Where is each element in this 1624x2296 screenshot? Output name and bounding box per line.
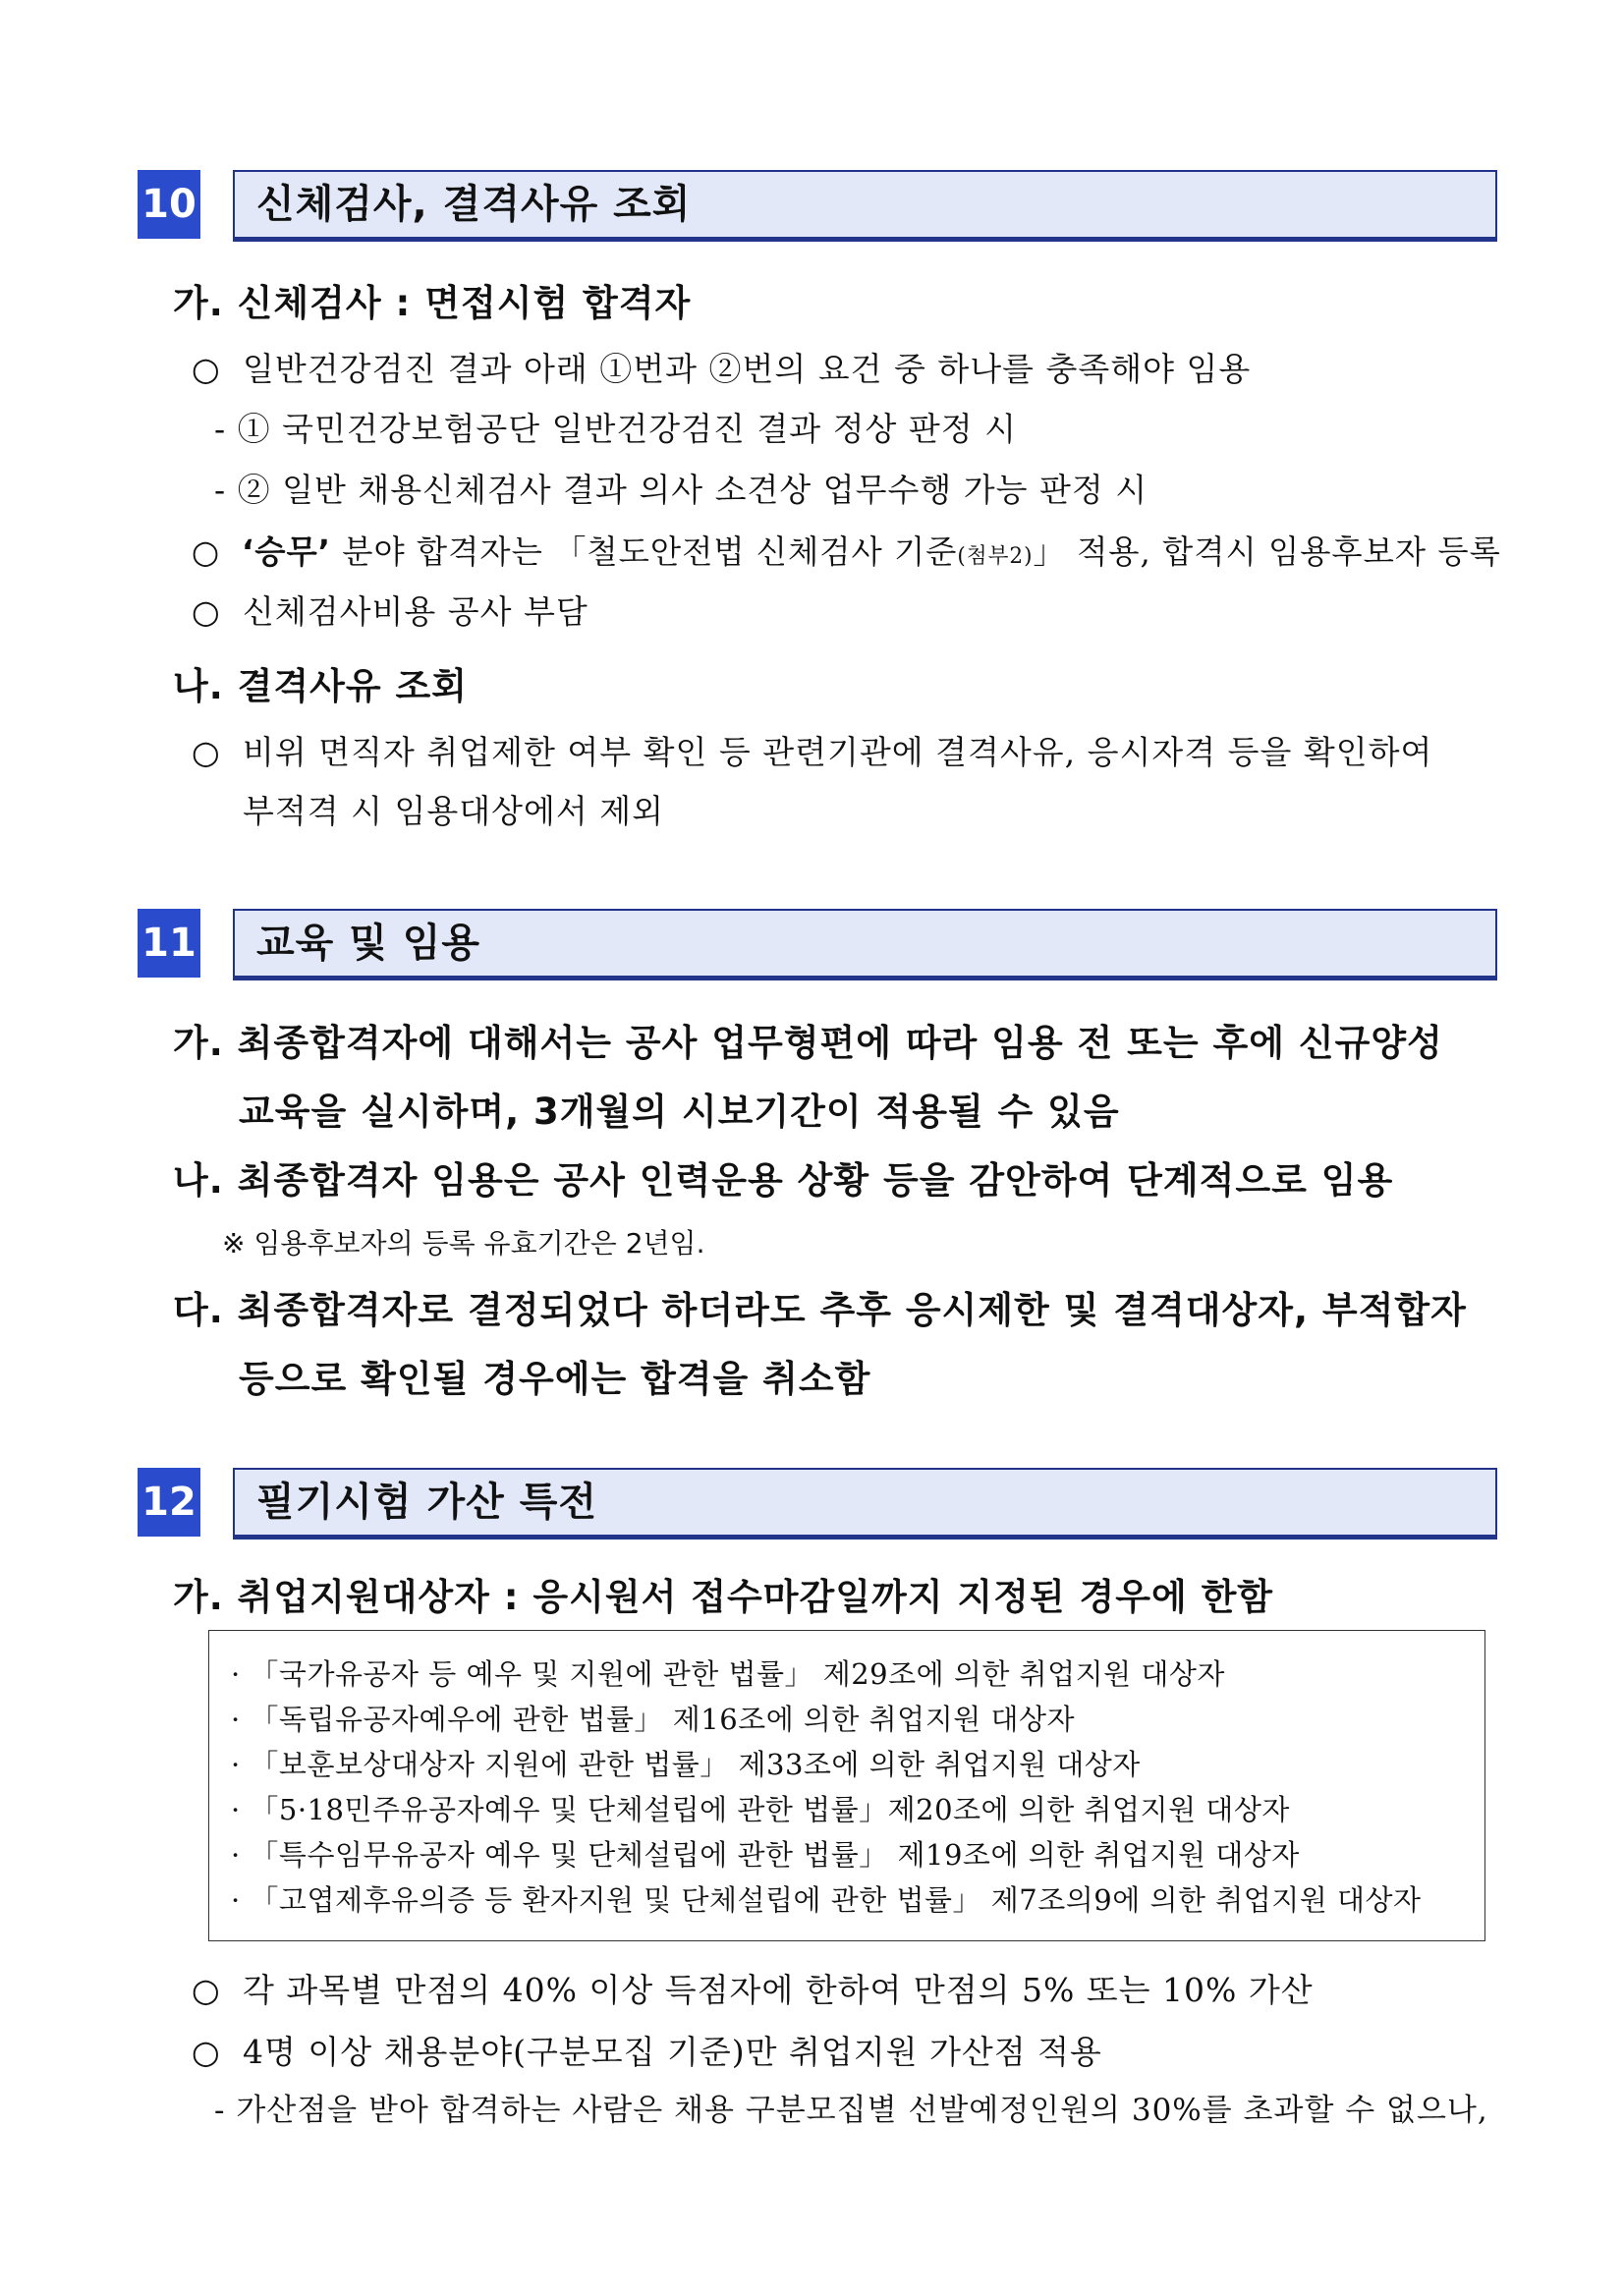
- note: ※ 임용후보자의 등록 유효기간은 2년임.: [222, 1227, 705, 1260]
- paragraph-line: 교육을 실시하며, 3개월의 시보기간이 적용될 수 있음: [239, 1091, 1120, 1133]
- section-title-box: [233, 1468, 1497, 1540]
- list-item: [192, 344, 1251, 390]
- paragraph-line: 등으로 확인될 경우에는 합격을 취소함: [239, 1358, 871, 1400]
- section-title-box: [233, 170, 1497, 242]
- list-item-text: 」 적용, 합격시 임용후보자 등록: [1033, 532, 1501, 571]
- list-item-text: 각 과목별 만점의 40% 이상 득점자에 한하여 만점의 5% 또는 10% 가산: [243, 1971, 1314, 2009]
- eligible-target-box: [208, 1630, 1485, 1941]
- circle-bullet-icon: ○: [192, 2033, 221, 2071]
- section-header-11: [138, 909, 1497, 978]
- box-list-item: · 「특수임무유공자 예우 및 단체설립에 관한 법률」 제19조에 의한 취업지원 대상자: [231, 1838, 1300, 1872]
- list-item: [192, 2027, 1102, 2073]
- sub-item: - ① 국민건강보험공단 일반건강검진 결과 정상 판정 시: [214, 410, 1018, 448]
- section-header-10: [138, 170, 1497, 239]
- list-item: [192, 1965, 1314, 2011]
- sub-item: - 가산점을 받아 합격하는 사람은 채용 구분모집별 선발예정인원의 30%를 초과할 수 없으나,: [214, 2093, 1488, 2128]
- circle-bullet-icon: ○: [192, 1971, 221, 2009]
- list-item-text: 일반건강검진 결과 아래 ①번과 ②번의 요건 중 하나를 충족해야 임용: [243, 350, 1252, 388]
- heading-disqualification: 나. 결격사유 조회: [173, 665, 469, 707]
- paragraph-line: 나. 최종합격자 임용은 공사 인력운용 상황 등을 감안하여 단계적으로 임용: [173, 1159, 1394, 1202]
- heading-physical-exam: 가. 신체검사 : 면접시험 합격자: [173, 282, 692, 324]
- list-item-text: 4명 이상 채용분야(구분모집 기준)만 취업지원 가산점 적용: [243, 2033, 1102, 2071]
- box-list-item: · 「5·18민주유공자예우 및 단체설립에 관한 법률」제20조에 의한 취업지원 대상자: [231, 1793, 1290, 1826]
- circle-bullet-icon: ○: [192, 592, 221, 631]
- highlight-term: ‘승무’: [241, 532, 331, 571]
- box-list-item: · 「고엽제후유의증 등 환자지원 및 단체설립에 관한 법률」 제7조의9에 의한 취업지원 대상자: [231, 1883, 1422, 1917]
- section-title-box: [233, 909, 1497, 980]
- section-number: 12: [138, 1468, 200, 1537]
- list-item: [192, 727, 1432, 773]
- list-item-continuation: 부적격 시 임용대상에서 제외: [243, 792, 665, 830]
- section-number: 10: [138, 170, 200, 239]
- box-list-item: · 「보훈보상대상자 지원에 관한 법률」 제33조에 의한 취업지원 대상자: [231, 1748, 1141, 1781]
- section-title: 교육 및 임용: [256, 921, 481, 966]
- list-item-text: 비위 면직자 취업제한 여부 확인 등 관련기관에 결격사유, 응시자격 등을 확인하여: [243, 733, 1433, 771]
- circle-bullet-icon: ○: [192, 532, 221, 571]
- paragraph-line: 가. 최종합격자에 대해서는 공사 업무형편에 따라 임용 전 또는 후에 신규양성: [173, 1022, 1443, 1064]
- list-item: [192, 587, 588, 633]
- section-title: 필기시험 가산 특전: [256, 1480, 597, 1525]
- paragraph-line: 다. 최종합격자로 결정되었다 하더라도 추후 응시제한 및 결격대상자, 부적합자: [173, 1289, 1467, 1331]
- section-number: 11: [138, 909, 200, 978]
- list-item: [192, 527, 1501, 573]
- attachment-ref: (첨부2): [957, 544, 1034, 569]
- box-list-item: · 「국가유공자 등 예우 및 지원에 관한 법률」 제29조에 의한 취업지원 대상자: [231, 1657, 1225, 1691]
- circle-bullet-icon: ○: [192, 350, 221, 388]
- list-item-text: 신체검사비용 공사 부담: [243, 592, 588, 631]
- section-header-12: [138, 1468, 1497, 1537]
- section-title: 신체검사, 결격사유 조회: [256, 182, 692, 227]
- box-list-item: · 「독립유공자예우에 관한 법률」 제16조에 의한 취업지원 대상자: [231, 1703, 1075, 1736]
- sub-item: - ② 일반 채용신체검사 결과 의사 소견상 업무수행 가능 판정 시: [214, 471, 1148, 509]
- circle-bullet-icon: ○: [192, 733, 221, 771]
- list-item-text: 분야 합격자는 「철도안전법 신체검사 기준: [330, 532, 958, 571]
- heading-employment-support: 가. 취업지원대상자 : 응시원서 접수마감일까지 지정된 경우에 한함: [173, 1576, 1274, 1618]
